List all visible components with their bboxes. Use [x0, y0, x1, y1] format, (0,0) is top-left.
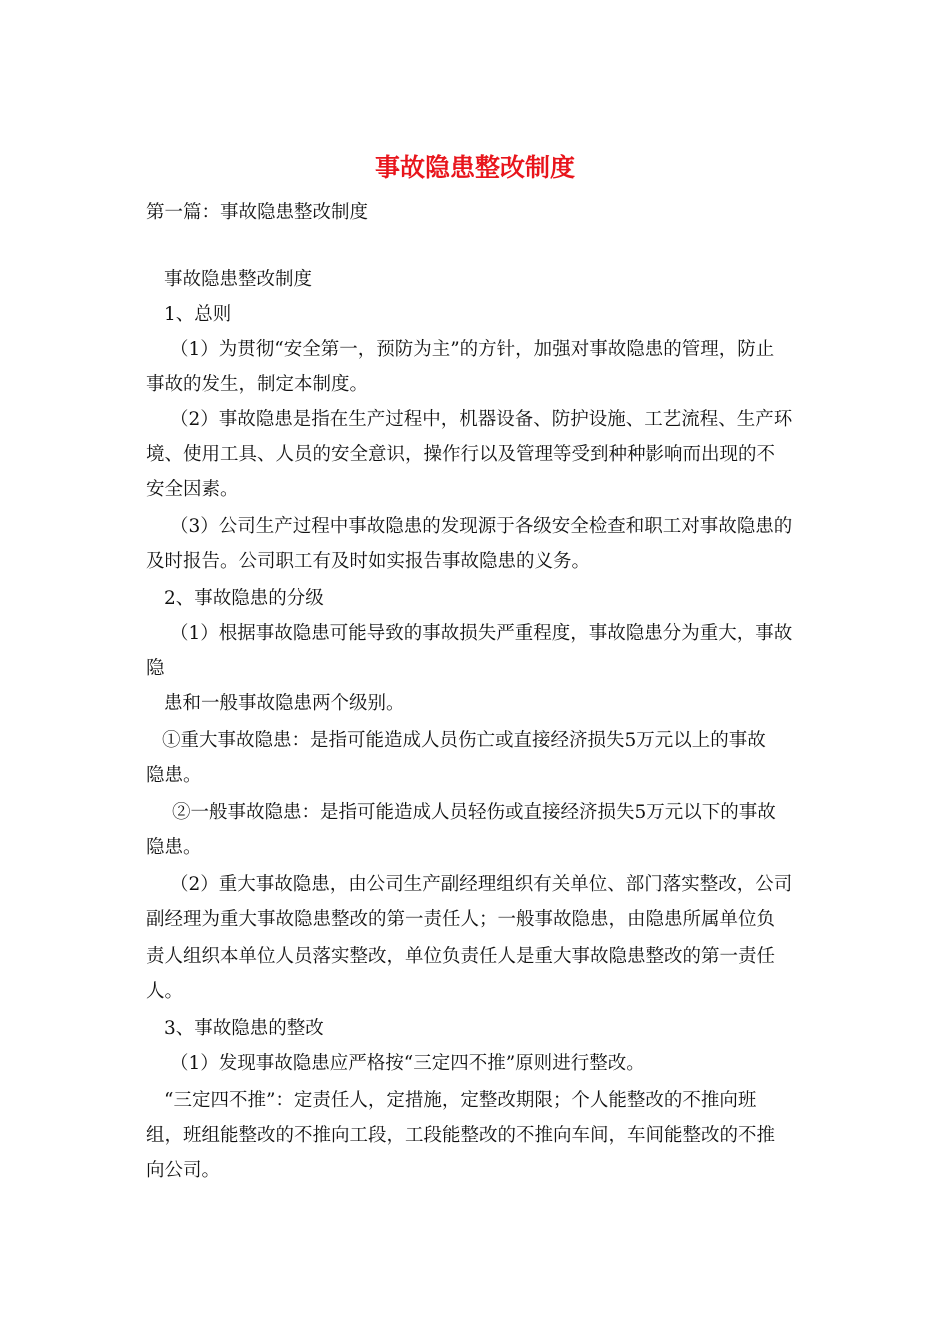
paragraph-line: 事故的发生，制定本制度。 — [146, 374, 369, 395]
clause-heading-1: 1、总则 — [164, 304, 232, 325]
paragraph-line: ②一般事故隐患：是指可能造成人员轻伤或直接经济损失5万元以下的事故 — [172, 802, 776, 823]
paragraph-line: （3）公司生产过程中事故隐患的发现源于各级安全检查和职工对事故隐患的 — [170, 516, 793, 537]
paragraph-line: 人。 — [146, 981, 184, 1002]
paragraph-line: （1）为贯彻“安全第一，预防为主”的方针，加强对事故隐患的管理，防止 — [170, 339, 775, 360]
paragraph-line: 境、使用工具、人员的安全意识，操作行以及管理等受到种种影响而出现的不 — [146, 444, 776, 465]
section-heading: 事故隐患整改制度 — [164, 269, 313, 290]
chapter-heading: 第一篇：事故隐患整改制度 — [146, 202, 369, 223]
clause-heading-2: 2、事故隐患的分级 — [164, 588, 324, 609]
clause-heading-3: 3、事故隐患的整改 — [164, 1018, 324, 1039]
document-title: 事故隐患整改制度 — [374, 153, 575, 182]
paragraph-line: 隐患。 — [146, 765, 202, 786]
paragraph-line: 责人组织本单位人员落实整改，单位负责任人是重大事故隐患整改的第一责任 — [146, 946, 776, 967]
paragraph-line: ①重大事故隐患：是指可能造成人员伤亡或直接经济损失5万元以上的事故 — [162, 730, 766, 751]
paragraph-line: “三定四不推”：定责任人，定措施，定整改期限；个人能整改的不推向班 — [164, 1090, 757, 1111]
paragraph-line: （1）发现事故隐患应严格按“三定四不推”原则进行整改。 — [170, 1053, 645, 1074]
paragraph-line: （2）事故隐患是指在生产过程中，机器设备、防护设施、工艺流程、生产环 — [170, 409, 793, 430]
paragraph-line: 安全因素。 — [146, 479, 239, 500]
paragraph-line: 组，班组能整改的不推向工段，工段能整改的不推向车间，车间能整改的不推 — [146, 1125, 776, 1146]
paragraph-line: （2）重大事故隐患，由公司生产副经理组织有关单位、部门落实整改，公司 — [170, 874, 793, 895]
paragraph-line: 及时报告。公司职工有及时如实报告事故隐患的义务。 — [146, 551, 591, 572]
paragraph-line: 隐 — [146, 658, 165, 679]
paragraph-line: （1）根据事故隐患可能导致的事故损失严重程度，事故隐患分为重大，事故 — [170, 623, 793, 644]
paragraph-line: 副经理为重大事故隐患整改的第一责任人；一般事故隐患，由隐患所属单位负 — [146, 909, 776, 930]
paragraph-line: 向公司。 — [146, 1160, 221, 1181]
paragraph-line: 患和一般事故隐患两个级别。 — [164, 693, 405, 714]
paragraph-line: 隐患。 — [146, 837, 202, 858]
